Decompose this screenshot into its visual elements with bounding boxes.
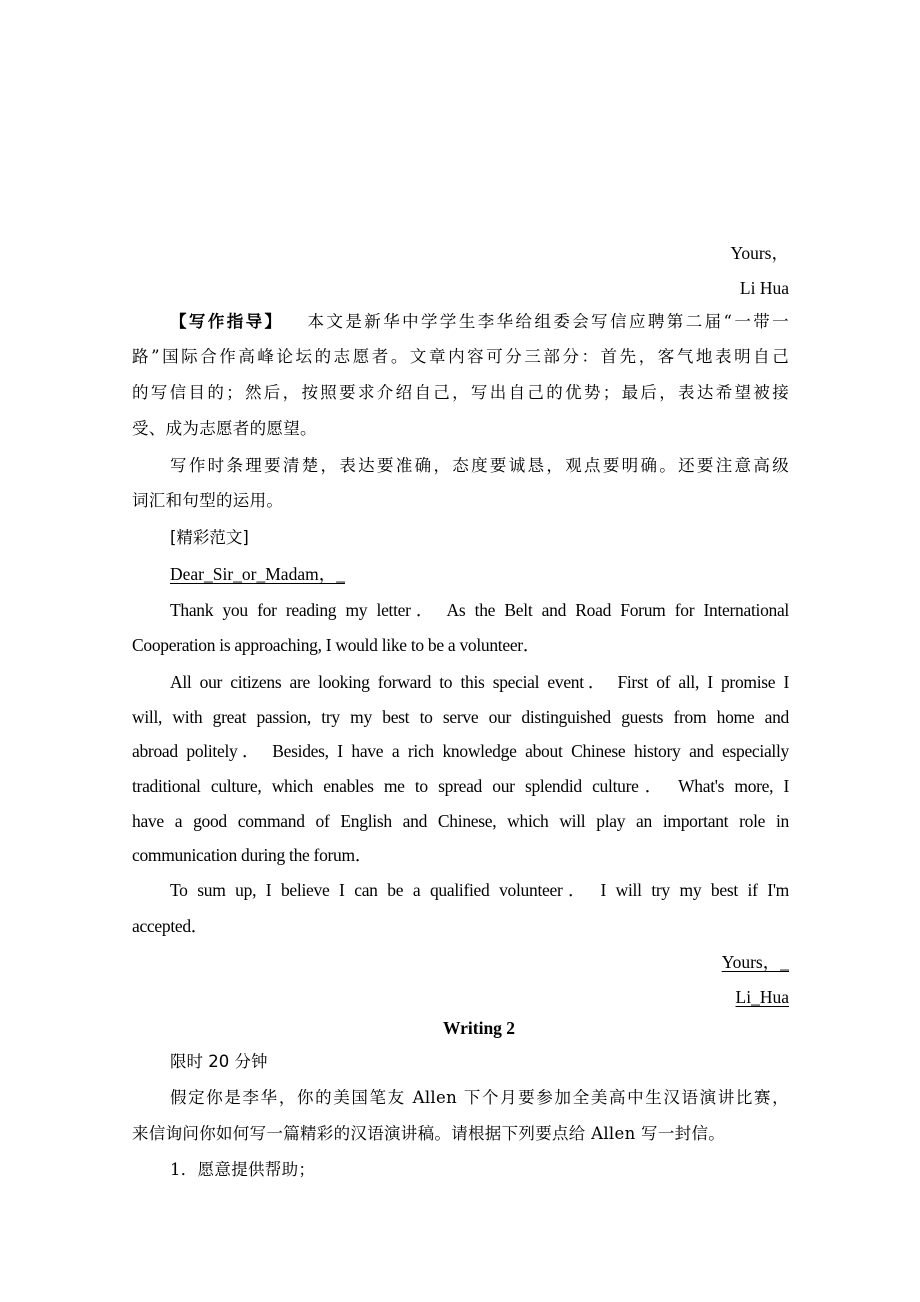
writing-guide-line-1: [170, 310, 789, 334]
writing2-time-limit: 限时 20 分钟: [170, 1052, 268, 1071]
model-essay-heading: [精彩范文]: [170, 528, 249, 547]
writing-guide-line-3: 的写信目的；然后，按照要求介绍自己，写出自己的优势；最后，表达希望被接: [132, 383, 789, 402]
essay-p2-line-4: traditional culture, which enables me to spread our splendid culture． What's more, I: [132, 776, 789, 796]
essay-p2-line-1: All our citizens are looking forward to this special event． First of all, I promise I: [170, 672, 789, 692]
writing-guide-p2-line-2: 词汇和句型的运用。: [132, 491, 284, 510]
writing2-prompt-line-2: 来信询问你如何写一篇精彩的汉语演讲稿。请根据下列要点给 Allen 写一封信。: [132, 1124, 726, 1143]
closing-signature: Li Hua: [739, 278, 789, 298]
writing2-prompt-line-1: 假定你是李华，你的美国笔友 Allen 下个月要参加全美高中生汉语演讲比赛，: [170, 1088, 789, 1107]
writing-guide-line-2: 路”国际合作高峰论坛的志愿者。文章内容可分三部分：首先，客气地表明自己: [132, 347, 789, 366]
essay-p2-line-2: will, with great passion, try my best to serve our distinguished guests from home and: [132, 707, 789, 727]
writing2-point-1: 1．愿意提供帮助；: [170, 1160, 316, 1179]
essay-p3-line-1: To sum up, I believe I can be a qualified volunteer． I will try my best if I'm: [170, 880, 789, 900]
writing-guide-label: 【写作指导】: [170, 312, 284, 331]
essay-p2-line-3: abroad politely． Besides, I have a rich knowledge about Chinese history and especially: [132, 741, 789, 761]
essay-signature: [132, 985, 789, 1009]
essay-signature-text: Li_Hua: [735, 987, 789, 1007]
essay-p1-line-2: Cooperation is approaching, I would like to be a volunteer．: [132, 635, 541, 655]
essay-p3-line-2: accepted．: [132, 916, 208, 936]
essay-p1-line-1: Thank you for reading my letter． As the Belt and Road Forum for International: [170, 600, 789, 620]
essay-p2-line-5: have a good command of English and Chinese, which will play an important role in: [132, 811, 789, 831]
essay-closing-text: Yours，_: [721, 952, 789, 972]
salutation: [170, 562, 789, 586]
salutation-text: Dear_Sir_or_Madam，_: [170, 564, 345, 584]
essay-p2-line-6: communication during the forum．: [132, 845, 373, 865]
writing-guide-text: 本文是新华中学学生李华给组委会写信应聘第二届“一带一: [305, 312, 789, 331]
writing2-title: Writing 2: [442, 1018, 516, 1038]
closing-yours: Yours，: [730, 243, 789, 263]
essay-closing: [132, 950, 789, 974]
writing-guide-p2-line-1: 写作时条理要清楚，表达要准确，态度要诚恳，观点要明确。还要注意高级: [170, 456, 789, 475]
writing-guide-line-4: 受、成为志愿者的愿望。: [132, 419, 317, 438]
